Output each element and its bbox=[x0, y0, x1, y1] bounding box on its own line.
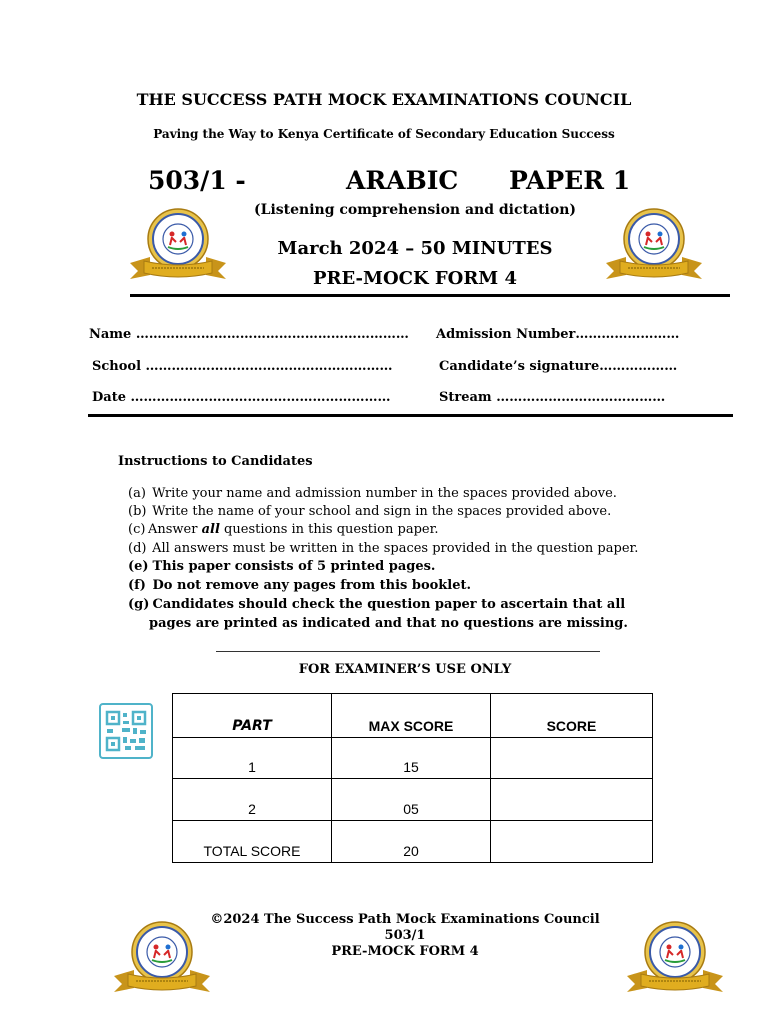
footer bbox=[0, 912, 768, 960]
instruction-item bbox=[128, 540, 688, 558]
instruction-label: (g) bbox=[128, 597, 150, 612]
tagline: Paving the Way to Kenya Certificate of Secondary Education Success bbox=[153, 127, 615, 141]
school-field[interactable]: School ………………………………………………… bbox=[92, 359, 393, 374]
instruction-label: (a) bbox=[128, 486, 146, 501]
table-row bbox=[173, 738, 653, 779]
header-part: PART bbox=[173, 694, 332, 738]
score-cell[interactable] bbox=[491, 738, 653, 779]
part-cell: 2 bbox=[173, 779, 332, 821]
instruction-item bbox=[128, 521, 688, 539]
stream-field[interactable]: Stream ………………………………… bbox=[439, 390, 666, 405]
instruction-text-continued: pages are printed as indicated and that no questions are missing. bbox=[149, 616, 628, 631]
admission-number-field[interactable]: Admission Number…………………… bbox=[436, 327, 680, 342]
instruction-label: (e) bbox=[128, 559, 149, 574]
header-max-score: MAX SCORE bbox=[332, 694, 491, 738]
instruction-item bbox=[128, 577, 688, 595]
score-cell[interactable] bbox=[491, 821, 653, 863]
examiner-title: FOR EXAMINER’S USE ONLY bbox=[298, 662, 512, 677]
max-score-cell: 20 bbox=[332, 821, 491, 863]
paper-subtitle: (Listening comprehension and dictation) bbox=[254, 202, 576, 218]
instruction-item bbox=[128, 596, 688, 614]
signature-field[interactable]: Candidate’s signature……………… bbox=[439, 359, 678, 374]
instruction-item bbox=[128, 485, 688, 503]
subject-title: ARABIC bbox=[346, 166, 459, 195]
paper-number: PAPER 1 bbox=[509, 166, 631, 195]
instruction-label: (b) bbox=[128, 504, 147, 519]
header-divider bbox=[130, 294, 730, 297]
footer-form: PRE-MOCK FORM 4 bbox=[331, 944, 479, 959]
part-cell: 1 bbox=[173, 738, 332, 779]
table-row bbox=[173, 821, 653, 863]
instruction-item bbox=[128, 558, 688, 576]
instruction-text: This paper consists of 5 printed pages. bbox=[152, 559, 436, 574]
instruction-text: Write the name of your school and sign in the spaces provided above. bbox=[152, 504, 612, 519]
table-header-row bbox=[173, 694, 653, 738]
instruction-text: questions in this question paper. bbox=[219, 522, 439, 537]
instructions-title: Instructions to Candidates bbox=[118, 454, 313, 469]
instruction-emphasis: all bbox=[201, 522, 220, 537]
instruction-text: Write your name and admission number in the spaces provided above. bbox=[152, 486, 617, 501]
date-duration: March 2024 – 50 MINUTES bbox=[277, 238, 553, 259]
instruction-label: (c) bbox=[128, 522, 146, 537]
form-label: PRE-MOCK FORM 4 bbox=[313, 268, 517, 289]
name-field[interactable]: Name ……………………………………………………… bbox=[89, 327, 409, 342]
instruction-text: All answers must be written in the spaces provided in the question paper. bbox=[152, 541, 639, 556]
council-title: THE SUCCESS PATH MOCK EXAMINATIONS COUNCIL bbox=[136, 90, 632, 109]
council-logo-icon bbox=[126, 205, 230, 285]
max-score-cell: 05 bbox=[332, 779, 491, 821]
instruction-text: Answer bbox=[148, 522, 202, 537]
council-logo-icon bbox=[602, 205, 706, 285]
examiner-divider bbox=[216, 651, 600, 652]
score-cell[interactable] bbox=[491, 779, 653, 821]
instruction-label: (f) bbox=[128, 578, 146, 593]
max-score-cell: 15 bbox=[332, 738, 491, 779]
examiner-score-table bbox=[172, 693, 653, 863]
qr-code-icon bbox=[99, 703, 153, 759]
instruction-item bbox=[128, 503, 688, 521]
footer-copyright: ©2024 The Success Path Mock Examinations Council bbox=[210, 912, 600, 927]
header-score: SCORE bbox=[491, 694, 653, 738]
fields-divider bbox=[88, 414, 733, 417]
table-row bbox=[173, 779, 653, 821]
footer-code: 503/1 bbox=[384, 928, 426, 943]
paper-code: 503/1 - bbox=[148, 166, 246, 195]
instruction-text: Do not remove any pages from this booklet. bbox=[152, 578, 472, 593]
instruction-label: (d) bbox=[128, 541, 147, 556]
instruction-text: Candidates should check the question paper to ascertain that all bbox=[152, 597, 626, 612]
date-field[interactable]: Date …………………………………………………… bbox=[92, 390, 391, 405]
part-cell: TOTAL SCORE bbox=[173, 821, 332, 863]
